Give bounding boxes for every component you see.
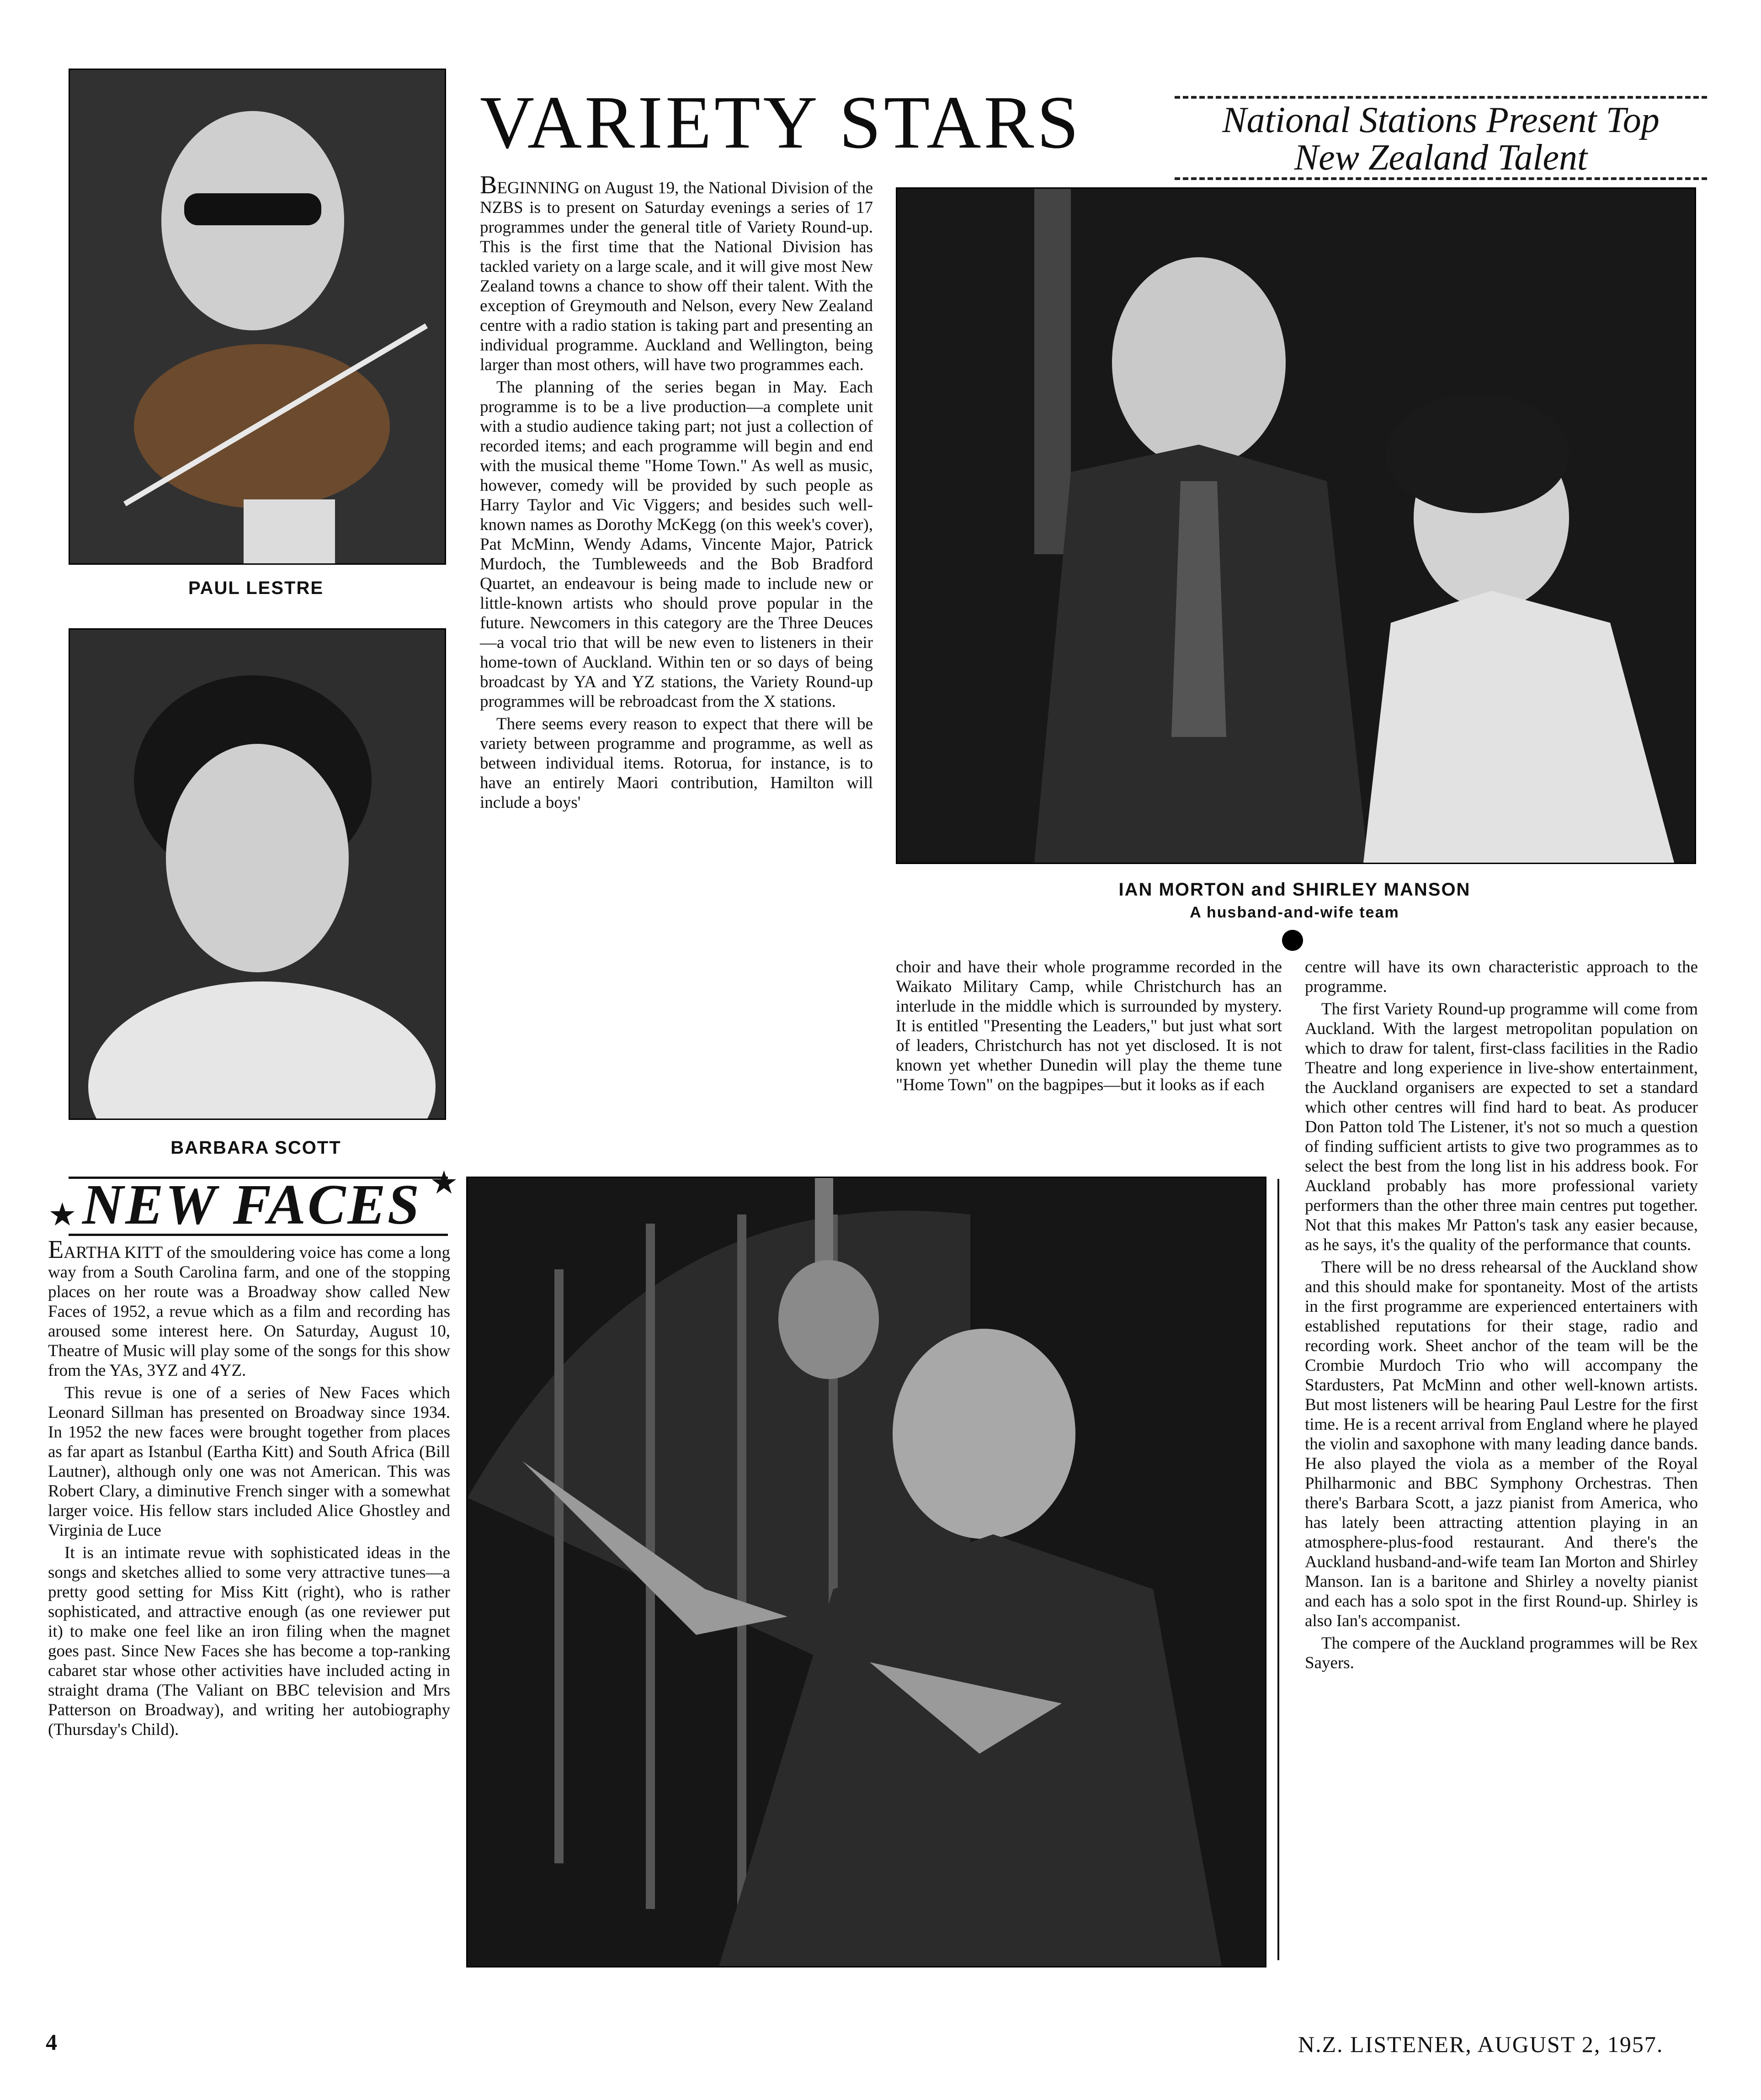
photo-eartha-kitt bbox=[466, 1177, 1266, 1967]
new-faces-paragraph-1: EARTHA KITT of the smouldering voice has come a long way from a South Carolina farm, and one of the stopping places on her route was a Broadway show called New Faces of 1952, a revue which as a film and recording has aroused some interest here. On Saturday, August 10, Theatre of Music will play some of the songs for this show from the YAs, 3YZ and 4YZ. bbox=[48, 1236, 450, 1380]
new-faces-bottom-rule bbox=[69, 1234, 448, 1236]
article-column-3 bbox=[1305, 957, 1698, 1676]
section-bullet bbox=[1282, 930, 1303, 951]
photo-paul-lestre bbox=[69, 69, 446, 565]
violinist-image bbox=[70, 70, 445, 563]
star-icon-left: ★ bbox=[48, 1198, 77, 1233]
new-faces-paragraph-3: It is an intimate revue with sophisticated ideas in the songs and sketches allied to some very attractive tunes—a pretty good setting for Miss Kitt (right), who is rather sophisticated, and attractive enough (as one reviewer put it) to make one feel like an iron filing when the magnet goes past. Since New Faces she has become a top-ranking cabaret star whose other activities have included acting in straight drama (The Valiant on BBC television and Mrs Patterson on Broadway), and writing her autobiography (Thursday's Child). bbox=[48, 1543, 450, 1739]
article-paragraph-6: The first Variety Round-up programme will come from Auckland. With the largest metropolitan population on which to draw for talent, first-class facilities in the Radio Theatre and long experience in live-show entertainment, the Auckland organisers are expected to set a standard which other centres will find hard to beat. As producer Don Patton told The Listener, it's not so much a question of finding sufficient artists to give two programmes as to select the best from the long list in his address book. For Auckland probably has more professional variety performers than the other three main centres put together. Not that this makes Mr Patton's task any easier because, as he says, it's the quality of the performance that counts. bbox=[1305, 1000, 1698, 1254]
article-column-2 bbox=[896, 957, 1282, 1098]
new-faces-drop-cap: E bbox=[48, 1236, 64, 1264]
article-column-1 bbox=[480, 171, 873, 815]
article-paragraph-7: There will be no dress rehearsal of the Auckland show and this should make for spontaneity. Most of the artists in the first programme are experienced entertainers with established reputations for their stage, radio and recording work. Sheet anchor of the team will be the Crombie Murdoch Trio who will accompany the Stardusters, Pat McMinn and other well-known artists. But most listeners will be hearing Paul Lestre for the first time. He is a recent arrival from England where he played the violin and saxophone with many leading dance bands. He also played the viola as a member of the Royal Philharmonic and BBC Symphony Orchestras. Then there's Barbara Scott, a jazz pianist from America, who has lately been attracting attention playing in an atmosphere-plus-food restaurant. And there's the Auckland husband-and-wife team Ian Morton and Shirley Manson. Ian is a baritone and Shirley a novelty pianist and each has a solo spot in the first Round-up. Shirley is also Ian's accompanist. bbox=[1305, 1258, 1698, 1630]
portrait-image bbox=[70, 630, 445, 1119]
page-number: 4 bbox=[46, 2029, 57, 2055]
new-faces-paragraph-2: This revue is one of a series of New Faces which Leonard Sillman has presented on Broadway since 1934. In 1952 the new faces were brought together from places as far apart as Istanbul (Eartha Kitt) and South Africa (Bill Lautner), although only one was not American. This was Robert Clary, a diminutive French singer with a somewhat larger voice. His fellow stars included Alice Ghostley and Virginia de Luce bbox=[48, 1384, 450, 1540]
page-title: VARIETY STARS bbox=[480, 80, 1082, 164]
article-paragraph-4: choir and have their whole programme recorded in the Waikato Military Camp, while Christchurch has an interlude in the middle which is surrounded by mystery. It is entitled "Presenting the Leaders," but just what sort of leaders, Christchurch has not yet disclosed. It is not known yet whether Dunedin will play the theme tune "Home Town" on the bagpipes—but it looks as if each bbox=[896, 958, 1282, 1094]
article-paragraph-3: There seems every reason to expect that there will be variety between programme and programme, as well as between individual items. Rotorua, for instance, is to have an entirely Maori contribution, Hamilton will include a boys' bbox=[480, 715, 873, 812]
couple-image bbox=[897, 189, 1695, 863]
photo-barbara-scott bbox=[69, 628, 446, 1120]
article-paragraph-1: BEGINNING on August 19, the National Division of the NZBS is to present on Saturday evenings a series of 17 programmes under the general title of Variety Round-up. This is the first time that the National Division has tackled variety on a large scale, and it will give most New Zealand towns a chance to show off their talent. With the exception of Greymouth and Nelson, every New Zealand centre with a radio station is taking part and presenting an individual programme. Auckland and Wellington, being larger than most others, will have two programmes each. bbox=[480, 171, 873, 374]
subtitle-line-2: New Zealand Talent bbox=[1294, 138, 1588, 178]
page-subtitle bbox=[1175, 101, 1707, 176]
subtitle-bottom-rule bbox=[1175, 177, 1707, 180]
caption-subline: A husband-and-wife team bbox=[1190, 904, 1399, 921]
article-paragraph-5: centre will have its own characteristic approach to the programme. bbox=[1305, 958, 1698, 996]
column-divider bbox=[1277, 1179, 1279, 1960]
star-icon-right: ★ bbox=[430, 1166, 458, 1201]
subtitle-line-1: National Stations Present Top bbox=[1222, 100, 1660, 140]
article-paragraph-2: The planning of the series began in May. Each programme is to be a live production—a complete unit with a studio audience taking part; not just a collection of recorded items; and each programme will begin and end with the musical theme "Home Town." As well as music, however, comedy will be provided by such people as Harry Taylor and Vic Viggers; and besides such well-known names as Dorothy McKegg (on this week's cover), Pat McMinn, Wendy Adams, Vincente Major, Patrick Murdoch, the Tumbleweeds and the Bob Bradford Quartet, an endeavour is being made to include new or little-known artists who should prove popular in the future. Newcomers in this category are the Three Deuces—a vocal trio that will be new even to listeners in their home-town of Auckland. Within ten or so days of being broadcast by YA and YZ stations, the Variety Round-up programmes will be rebroadcast from the X stations. bbox=[480, 378, 873, 711]
new-faces-title: NEW FACES bbox=[82, 1173, 421, 1236]
drop-cap: B bbox=[480, 171, 497, 199]
singer-image bbox=[468, 1178, 1265, 1966]
caption-names: IAN MORTON and SHIRLEY MANSON bbox=[1118, 880, 1471, 900]
new-faces-column bbox=[48, 1236, 450, 1742]
caption-barbara-scott: BARBARA SCOTT bbox=[170, 1138, 341, 1158]
publication-line: N.Z. LISTENER, AUGUST 2, 1957. bbox=[1298, 2031, 1664, 2057]
article-paragraph-8: The compere of the Auckland programmes will be Rex Sayers. bbox=[1305, 1634, 1698, 1672]
caption-paul-lestre: PAUL LESTRE bbox=[188, 578, 324, 598]
caption-ian-shirley bbox=[896, 880, 1693, 922]
subtitle-top-rule bbox=[1175, 96, 1707, 99]
photo-ian-morton-shirley-manson bbox=[896, 187, 1696, 864]
